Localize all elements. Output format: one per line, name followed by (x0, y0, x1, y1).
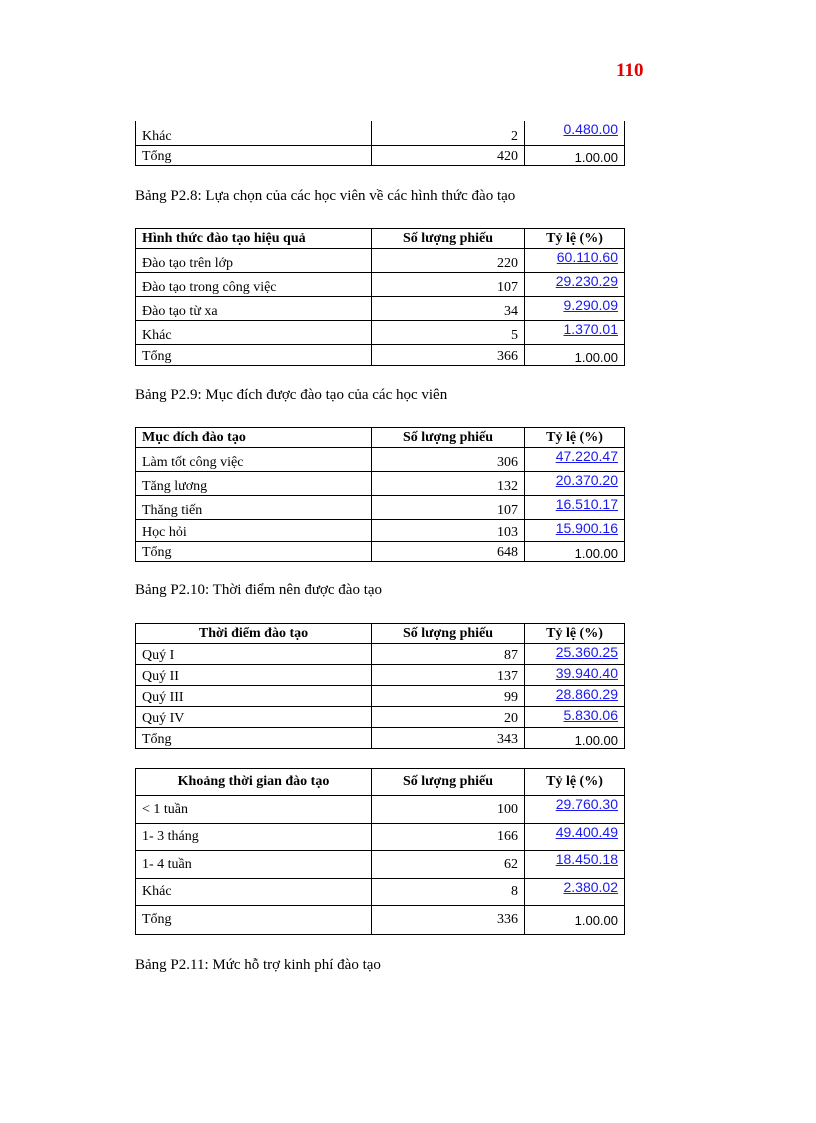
row-percent-link[interactable]: 2.380.02 (525, 879, 625, 906)
caption-p2-9: Bảng P2.9: Mục đích được đào tạo của các học viên (135, 387, 448, 403)
row-count: 99 (372, 686, 525, 707)
row-percent: 1.00.00 (525, 345, 625, 366)
table-header (136, 229, 625, 249)
table-row-total (136, 728, 625, 749)
column-header-purpose: Mục đích đào tạo (136, 428, 372, 448)
row-count: 220 (372, 249, 525, 273)
row-count: 343 (372, 728, 525, 749)
row-count: 648 (372, 542, 525, 562)
column-header-percent: Tỷ lệ (%) (525, 428, 625, 448)
row-count: 62 (372, 851, 525, 879)
row-percent-link[interactable]: 29.760.30 (525, 796, 625, 824)
row-count: 420 (372, 145, 525, 165)
row-label: 1- 4 tuần (136, 851, 372, 879)
column-header-timing: Thời điểm đào tạo (136, 624, 372, 644)
row-percent-link[interactable]: 1.370.01 (525, 321, 625, 345)
table-row-total (136, 542, 625, 562)
row-percent-link[interactable]: 0.480.00 (525, 121, 625, 145)
row-percent-link[interactable]: 47.220.47 (525, 448, 625, 472)
table-row (136, 644, 625, 665)
column-header-count: Số lượng phiếu (372, 624, 525, 644)
row-count: 107 (372, 273, 525, 297)
row-label: < 1 tuần (136, 796, 372, 824)
table-row-total (136, 145, 625, 165)
table-row-total (136, 906, 625, 935)
row-count: 132 (372, 472, 525, 496)
row-percent-link[interactable]: 28.860.29 (525, 686, 625, 707)
table-row (136, 520, 625, 542)
table-header (136, 769, 625, 796)
row-label: Tổng (136, 345, 372, 366)
table-row (136, 121, 625, 145)
row-percent-link[interactable]: 9.290.09 (525, 297, 625, 321)
table-row (136, 879, 625, 906)
row-percent-link[interactable]: 15.900.16 (525, 520, 625, 542)
column-header-percent: Tỷ lệ (%) (525, 229, 625, 249)
row-percent-link[interactable]: 29.230.29 (525, 273, 625, 297)
row-label: Khác (136, 879, 372, 906)
row-label: Tổng (136, 728, 372, 749)
table-training-duration (135, 768, 625, 935)
row-label: Quý II (136, 665, 372, 686)
table-row (136, 665, 625, 686)
table-row (136, 249, 625, 273)
row-count: 5 (372, 321, 525, 345)
row-count: 2 (372, 121, 525, 145)
row-count: 107 (372, 496, 525, 520)
row-count: 306 (372, 448, 525, 472)
table-row (136, 472, 625, 496)
row-label: Tổng (136, 145, 372, 165)
row-percent-link[interactable]: 25.360.25 (525, 644, 625, 665)
caption-p2-8: Bảng P2.8: Lựa chọn của các học viên về các hình thức đào tạo (135, 188, 516, 204)
row-count: 8 (372, 879, 525, 906)
column-header-duration: Khoảng thời gian đào tạo (136, 769, 372, 796)
row-percent: 1.00.00 (525, 542, 625, 562)
row-label: Khác (136, 321, 372, 345)
caption-p2-11: Bảng P2.11: Mức hỗ trợ kinh phí đào tạo (135, 957, 381, 973)
row-percent-link[interactable]: 49.400.49 (525, 824, 625, 851)
table-header (136, 624, 625, 644)
table-row (136, 297, 625, 321)
row-percent-link[interactable]: 5.830.06 (525, 707, 625, 728)
table-row (136, 321, 625, 345)
row-label: Tăng lương (136, 472, 372, 496)
row-label: Quý I (136, 644, 372, 665)
row-count: 366 (372, 345, 525, 366)
row-percent-link[interactable]: 16.510.17 (525, 496, 625, 520)
row-label: Tổng (136, 906, 372, 935)
row-label: Học hỏi (136, 520, 372, 542)
row-label: Đào tạo trong công việc (136, 273, 372, 297)
row-count: 166 (372, 824, 525, 851)
column-header-count: Số lượng phiếu (372, 769, 525, 796)
row-count: 87 (372, 644, 525, 665)
row-percent: 1.00.00 (525, 145, 625, 165)
table-row (136, 496, 625, 520)
column-header-count: Số lượng phiếu (372, 229, 525, 249)
row-percent-link[interactable]: 20.370.20 (525, 472, 625, 496)
row-label: 1- 3 tháng (136, 824, 372, 851)
row-percent: 1.00.00 (525, 728, 625, 749)
column-header-type: Hình thức đào tạo hiệu quả (136, 229, 372, 249)
row-label: Thăng tiến (136, 496, 372, 520)
row-count: 103 (372, 520, 525, 542)
column-header-percent: Tỷ lệ (%) (525, 769, 625, 796)
table-row (136, 796, 625, 824)
row-count: 100 (372, 796, 525, 824)
row-label: Đào tạo trên lớp (136, 249, 372, 273)
table-row-total (136, 345, 625, 366)
column-header-count: Số lượng phiếu (372, 428, 525, 448)
table-row (136, 686, 625, 707)
row-count: 336 (372, 906, 525, 935)
table-row (136, 824, 625, 851)
table-p2-9 (135, 427, 625, 562)
table-p2-7-tail (135, 121, 625, 166)
table-p2-8 (135, 228, 625, 366)
table-header (136, 428, 625, 448)
table-row (136, 448, 625, 472)
table-row (136, 851, 625, 879)
page-number: 110 (616, 60, 644, 81)
row-count: 34 (372, 297, 525, 321)
row-label: Khác (136, 121, 372, 145)
row-label: Quý III (136, 686, 372, 707)
row-percent: 1.00.00 (525, 906, 625, 935)
row-percent-link[interactable]: 39.940.40 (525, 665, 625, 686)
row-count: 20 (372, 707, 525, 728)
row-label: Làm tốt công việc (136, 448, 372, 472)
table-row (136, 273, 625, 297)
row-percent-link[interactable]: 18.450.18 (525, 851, 625, 879)
row-label: Quý IV (136, 707, 372, 728)
caption-p2-10: Bảng P2.10: Thời điểm nên được đào tạo (135, 582, 383, 598)
table-p2-10 (135, 623, 625, 749)
row-label: Đào tạo từ xa (136, 297, 372, 321)
table-row (136, 707, 625, 728)
column-header-percent: Tỷ lệ (%) (525, 624, 625, 644)
row-count: 137 (372, 665, 525, 686)
row-label: Tổng (136, 542, 372, 562)
row-percent-link[interactable]: 60.110.60 (525, 249, 625, 273)
